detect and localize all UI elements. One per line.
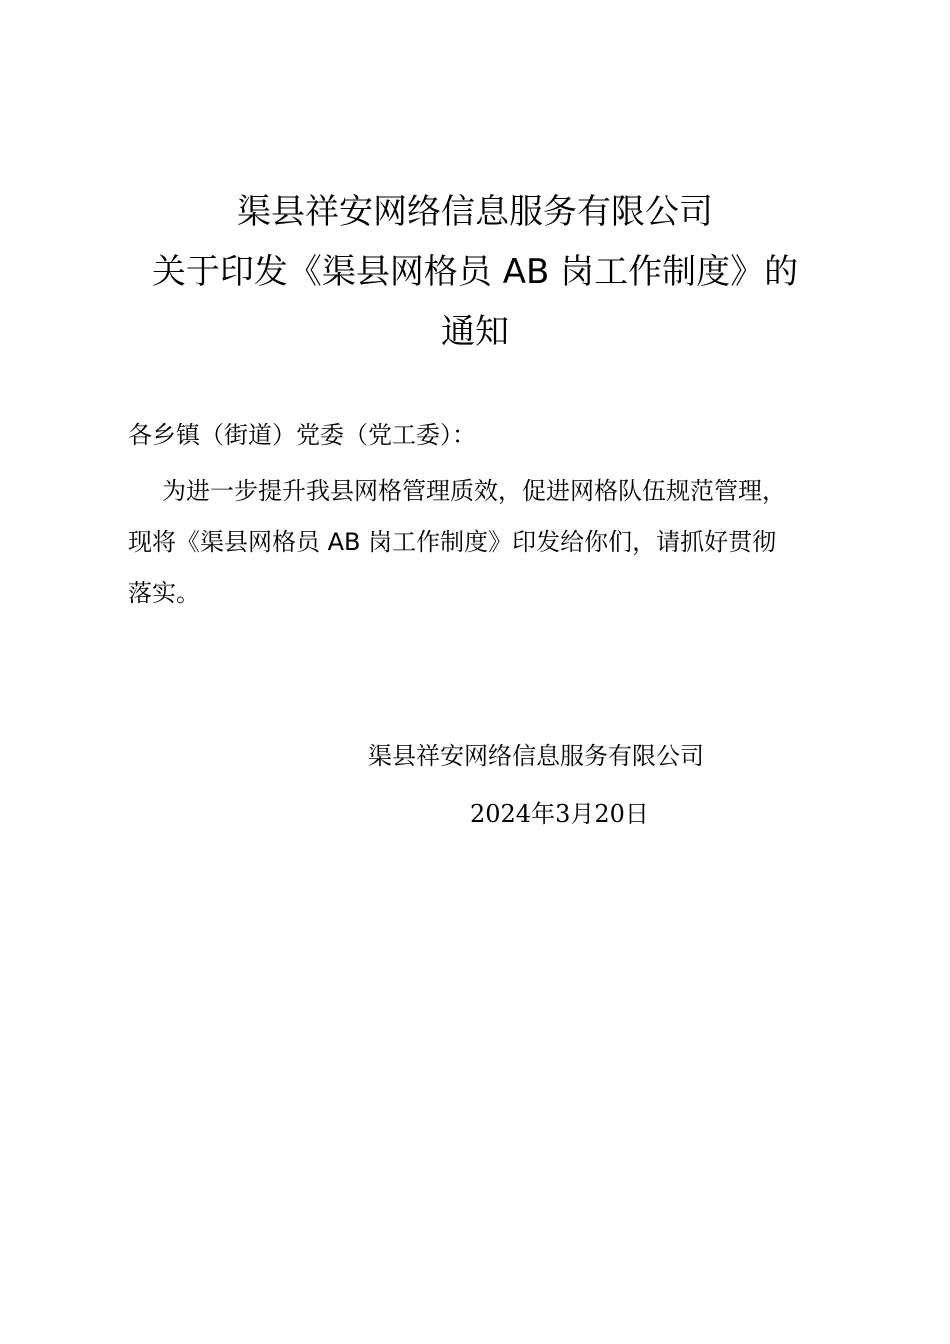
signature-date [470,790,649,838]
title-line-1: 渠县祥安网络信息服务有限公司 [237,192,713,232]
signature-organization: 渠县祥安网络信息服务有限公司 [368,742,704,770]
date-year-unit: 年 [531,800,556,828]
body-line-3: 落实。 [128,579,200,607]
body-line-1: 为进一步提升我县网格管理质效，促进网格队伍规范管理， [162,477,786,505]
body-line-2: 现将《渠县网格员 AB 岗工作制度》印发给你们，请抓好贯彻 [128,528,777,556]
salutation: 各乡镇（街道）党委（党工委）： [128,421,476,449]
date-year: 2024 [470,800,532,828]
date-month: 3 [555,800,571,828]
title-line-2: 关于印发《渠县网格员 AB 岗工作制度》的 [151,252,799,292]
date-month-unit: 月 [570,800,595,828]
date-day: 20 [594,800,625,828]
document-title [0,182,950,362]
date-day-unit: 日 [624,800,649,828]
title-line-3: 通知 [441,312,509,352]
body-paragraph [128,466,838,619]
